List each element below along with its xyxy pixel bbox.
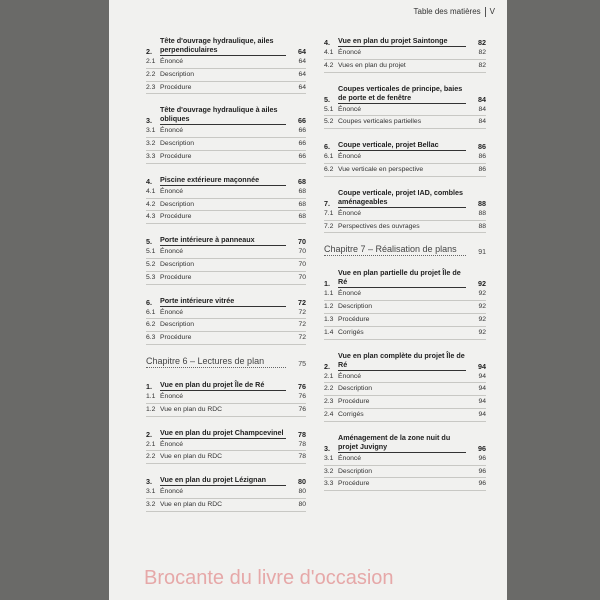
entry-title: Perspectives des ouvrages <box>338 222 420 230</box>
section-heading[interactable] <box>146 36 306 56</box>
toc-entry[interactable] <box>146 319 306 332</box>
entry-page-number: 72 <box>298 321 306 329</box>
entry-page-number: 64 <box>298 70 306 78</box>
section-page-number: 84 <box>478 94 486 104</box>
header-separator <box>485 7 486 17</box>
entry-page-number: 76 <box>298 405 306 413</box>
entry-title: Description <box>338 303 372 311</box>
toc-entry[interactable] <box>324 208 486 221</box>
section-title: Porte intérieure à panneaux <box>160 235 286 246</box>
entry-title: Énoncé <box>338 454 362 462</box>
entry-number: 6.3 <box>146 334 156 342</box>
entry-page-number: 96 <box>478 467 486 475</box>
entry-title: Description <box>160 260 194 268</box>
entry-page-number: 96 <box>478 454 486 462</box>
entry-title: Vue en plan du RDC <box>160 500 223 508</box>
entry-title: Procédure <box>338 315 370 323</box>
entry-number: 2.2 <box>146 70 156 78</box>
entry-title: Procédure <box>160 273 192 281</box>
toc-entry[interactable] <box>324 301 486 314</box>
entry-number: 5.3 <box>146 273 156 281</box>
entry-number: 3.3 <box>324 480 334 488</box>
toc-entry[interactable] <box>324 478 486 491</box>
entry-page-number: 96 <box>478 480 486 488</box>
toc-section <box>324 351 486 422</box>
entry-number: 7.2 <box>324 222 334 230</box>
toc-entry[interactable] <box>146 246 306 259</box>
entry-page-number: 92 <box>478 303 486 311</box>
entry-page-number: 68 <box>298 213 306 221</box>
entry-page-number: 94 <box>478 385 486 393</box>
toc-entry[interactable] <box>146 186 306 199</box>
entry-number: 4.2 <box>146 200 156 208</box>
section-page-number: 66 <box>298 116 306 126</box>
chapter-heading[interactable] <box>324 244 486 256</box>
toc-section <box>324 84 486 130</box>
entry-title: Coupes verticales partielles <box>338 118 422 126</box>
section-number: 3. <box>146 477 152 487</box>
section-heading[interactable] <box>146 380 306 391</box>
entry-number: 6.2 <box>146 321 156 329</box>
section-title: Aménagement de la zone nuit du projet Juvigny <box>338 433 466 453</box>
toc-entry[interactable] <box>146 199 306 212</box>
toc-entry[interactable] <box>146 138 306 151</box>
entry-number: 4.2 <box>324 61 334 69</box>
toc-entry[interactable] <box>324 453 486 466</box>
toc-entry[interactable] <box>324 371 486 384</box>
entry-title: Corrigés <box>338 410 364 418</box>
section-number: 2. <box>146 429 152 439</box>
section-page-number: 70 <box>298 237 306 247</box>
section-heading[interactable] <box>146 296 306 307</box>
section-number: 6. <box>146 297 152 307</box>
section-number: 1. <box>146 381 152 391</box>
entry-title: Description <box>338 385 372 393</box>
section-heading[interactable] <box>324 351 486 371</box>
chapter-title: Chapitre 7 – Réalisation de plans <box>324 244 466 256</box>
entry-title: Description <box>160 321 194 329</box>
entry-title: Description <box>160 140 194 148</box>
entry-page-number: 84 <box>478 105 486 113</box>
toc-entry[interactable] <box>146 272 306 285</box>
entry-title: Vue en plan du RDC <box>160 405 223 413</box>
toc-section <box>324 36 486 73</box>
entry-page-number: 78 <box>298 440 306 448</box>
entry-number: 3.2 <box>146 140 156 148</box>
entry-page-number: 82 <box>478 61 486 69</box>
entry-page-number: 86 <box>478 165 486 173</box>
toc-section <box>324 188 486 234</box>
entry-title: Corrigés <box>338 328 364 336</box>
entry-page-number: 80 <box>298 488 306 496</box>
toc-section <box>146 380 306 417</box>
entry-title: Vue verticale en perspective <box>338 165 424 173</box>
section-title: Piscine extérieure maçonnée <box>160 175 286 186</box>
toc-entry[interactable] <box>324 164 486 177</box>
entry-page-number: 70 <box>298 273 306 281</box>
entry-title: Énoncé <box>160 58 184 65</box>
entry-number: 3.2 <box>324 467 334 475</box>
entry-title: Procédure <box>160 152 192 160</box>
section-page-number: 88 <box>478 198 486 208</box>
toc-entry[interactable] <box>146 391 306 404</box>
entry-title: Procédure <box>338 398 370 406</box>
toc-entry[interactable] <box>324 383 486 396</box>
section-number: 4. <box>324 38 330 47</box>
entry-title: Description <box>338 467 372 475</box>
entry-number: 3.1 <box>146 127 156 135</box>
section-title: Vue en plan du projet Saintonge <box>338 36 466 47</box>
entry-page-number: 84 <box>478 118 486 126</box>
section-page-number: 80 <box>298 477 306 487</box>
section-number: 3. <box>324 443 330 453</box>
entry-title: Vue en plan du RDC <box>160 453 223 461</box>
toc-column-right <box>324 36 486 502</box>
entry-number: 5.2 <box>324 118 334 126</box>
entry-number: 5.1 <box>324 105 334 113</box>
toc-section <box>146 428 306 465</box>
toc-entry[interactable] <box>324 47 486 60</box>
entry-title: Énoncé <box>160 248 184 256</box>
toc-entry[interactable] <box>146 499 306 512</box>
toc-section <box>324 268 486 339</box>
section-number: 2. <box>324 361 330 371</box>
header-page-number: V <box>489 7 495 17</box>
entry-page-number: 66 <box>298 127 306 135</box>
entry-page-number: 64 <box>298 58 306 65</box>
section-title: Porte intérieure vitrée <box>160 296 286 307</box>
entry-number: 2.3 <box>146 83 156 91</box>
toc-entry[interactable] <box>324 314 486 327</box>
toc-entry[interactable] <box>146 439 306 452</box>
entry-page-number: 92 <box>478 315 486 323</box>
toc-section <box>146 105 306 163</box>
entry-page-number: 64 <box>298 83 306 91</box>
section-title: Vue en plan du projet Champcevinel <box>160 428 286 439</box>
toc-section <box>146 36 306 94</box>
toc-entry[interactable] <box>146 82 306 95</box>
section-page-number: 78 <box>298 429 306 439</box>
section-title: Coupes verticales de principe, baies de porte et de fenêtre <box>338 84 466 104</box>
section-heading[interactable] <box>146 175 306 186</box>
toc-section <box>324 140 486 177</box>
toc-section <box>146 235 306 284</box>
entry-number: 2.3 <box>324 398 334 406</box>
section-page-number: 72 <box>298 297 306 307</box>
entry-page-number: 72 <box>298 334 306 342</box>
entry-number: 1.1 <box>146 392 156 400</box>
section-page-number: 86 <box>478 142 486 152</box>
entry-page-number: 88 <box>478 209 486 217</box>
section-heading[interactable] <box>324 268 486 288</box>
section-heading[interactable] <box>324 36 486 47</box>
entry-title: Énoncé <box>160 488 184 496</box>
section-title: Vue en plan complète du projet Île de Ré <box>338 350 465 369</box>
entry-number: 6.1 <box>324 153 334 161</box>
entry-number: 3.2 <box>146 500 156 508</box>
running-header <box>414 7 496 17</box>
section-heading[interactable] <box>324 140 486 151</box>
toc-entry[interactable] <box>324 409 486 422</box>
entry-page-number: 66 <box>298 140 306 148</box>
entry-page-number: 72 <box>298 308 306 316</box>
entry-title: Énoncé <box>160 187 184 195</box>
entry-title: Énoncé <box>338 290 362 298</box>
entry-number: 1.3 <box>324 315 334 323</box>
section-title: Vue en plan du projet Île de Ré <box>160 380 286 391</box>
section-title: Vue en plan du projet Lézignan <box>160 475 286 486</box>
entry-page-number: 78 <box>298 453 306 461</box>
section-page-number: 82 <box>478 38 486 47</box>
entry-number: 1.2 <box>324 303 334 311</box>
section-heading[interactable] <box>146 235 306 246</box>
entry-title: Énoncé <box>338 209 362 217</box>
entry-title: Procédure <box>338 480 370 488</box>
toc-entry[interactable] <box>146 332 306 345</box>
section-title: Coupe verticale, projet IAD, combles aménageables <box>338 188 466 208</box>
entry-page-number: 68 <box>298 187 306 195</box>
toc-entry[interactable] <box>146 486 306 499</box>
section-heading[interactable] <box>146 475 306 486</box>
section-number: 3. <box>146 116 152 126</box>
entry-number: 2.2 <box>146 453 156 461</box>
entry-page-number: 82 <box>478 49 486 56</box>
entry-number: 4.1 <box>146 187 156 195</box>
watermark-text: Brocante du livre d'occasion <box>144 567 394 589</box>
entry-page-number: 70 <box>298 248 306 256</box>
section-heading[interactable] <box>324 188 486 208</box>
entry-number: 2.1 <box>324 372 334 380</box>
section-page-number: 64 <box>298 47 306 56</box>
entry-title: Procédure <box>160 83 192 91</box>
section-number: 4. <box>146 176 152 186</box>
entry-title: Procédure <box>160 213 192 221</box>
toc-entry[interactable] <box>324 151 486 164</box>
entry-number: 7.1 <box>324 209 334 217</box>
toc-entry[interactable] <box>146 451 306 464</box>
entry-number: 5.2 <box>146 260 156 268</box>
toc-section <box>146 296 306 345</box>
section-page-number: 76 <box>298 381 306 391</box>
section-number: 7. <box>324 198 330 208</box>
entry-number: 2.4 <box>324 410 334 418</box>
entry-number: 6.2 <box>324 165 334 173</box>
entry-page-number: 92 <box>478 328 486 336</box>
entry-page-number: 88 <box>478 222 486 230</box>
header-title: Table des matières <box>413 7 481 17</box>
entry-title: Énoncé <box>338 153 362 161</box>
section-page-number: 68 <box>298 176 306 186</box>
toc-entry[interactable] <box>146 307 306 320</box>
chapter-page-number: 91 <box>478 249 486 257</box>
entry-page-number: 76 <box>298 392 306 400</box>
section-number: 6. <box>324 142 330 152</box>
section-page-number: 92 <box>478 279 486 289</box>
entry-page-number: 68 <box>298 200 306 208</box>
section-title: Vue en plan partielle du projet Île de Ré <box>338 268 466 288</box>
entry-number: 2.1 <box>146 440 156 448</box>
section-heading[interactable] <box>324 84 486 104</box>
toc-entry[interactable] <box>324 60 486 73</box>
entry-title: Énoncé <box>160 127 184 135</box>
section-page-number: 94 <box>478 361 486 371</box>
section-number: 1. <box>324 279 330 289</box>
entry-title: Description <box>160 200 194 208</box>
section-title: Tête d'ouvrage hydraulique à ailes obliques <box>160 105 286 125</box>
entry-page-number: 94 <box>478 398 486 406</box>
chapter-title: Chapitre 6 – Lectures de plan <box>146 356 286 368</box>
section-title: Coupe verticale, projet Bellac <box>338 140 466 151</box>
entry-number: 2.2 <box>324 385 334 393</box>
entry-page-number: 66 <box>298 152 306 160</box>
chapter-page-number: 75 <box>298 360 306 368</box>
chapter-heading[interactable] <box>146 356 306 368</box>
section-heading[interactable] <box>146 428 306 439</box>
toc-entry[interactable] <box>324 396 486 409</box>
toc-entry[interactable] <box>324 221 486 234</box>
entry-number: 1.2 <box>146 405 156 413</box>
entry-page-number: 94 <box>478 410 486 418</box>
toc-entry[interactable] <box>146 56 306 69</box>
toc-entry[interactable] <box>146 211 306 224</box>
entry-number: 4.1 <box>324 49 334 56</box>
toc-entry[interactable] <box>324 327 486 340</box>
toc-section <box>324 433 486 491</box>
toc-entry[interactable] <box>146 69 306 82</box>
entry-title: Description <box>160 70 194 78</box>
toc-section <box>146 175 306 224</box>
entry-title: Énoncé <box>338 372 362 380</box>
entry-number: 5.1 <box>146 248 156 256</box>
section-heading[interactable] <box>324 433 486 453</box>
entry-number: 3.1 <box>146 488 156 496</box>
entry-page-number: 80 <box>298 500 306 508</box>
entry-page-number: 94 <box>478 372 486 380</box>
section-number: 5. <box>324 94 330 104</box>
entry-title: Énoncé <box>338 49 362 56</box>
toc-section <box>146 475 306 512</box>
entry-number: 2.1 <box>146 58 156 65</box>
toc-entry[interactable] <box>324 288 486 301</box>
entry-number: 1.1 <box>324 290 334 298</box>
entry-number: 6.1 <box>146 308 156 316</box>
section-title: Tête d'ouvrage hydraulique, ailes perpendiculaires <box>160 36 286 56</box>
entry-title: Vues en plan du projet <box>338 61 406 69</box>
entry-title: Procédure <box>160 334 192 342</box>
section-number: 2. <box>146 47 152 56</box>
toc-entry[interactable] <box>146 404 306 417</box>
section-heading[interactable] <box>146 105 306 125</box>
entry-number: 3.1 <box>324 454 334 462</box>
entry-page-number: 86 <box>478 153 486 161</box>
entry-title: Énoncé <box>160 440 184 448</box>
entry-page-number: 92 <box>478 290 486 298</box>
section-page-number: 96 <box>478 443 486 453</box>
entry-title: Énoncé <box>160 308 184 316</box>
entry-title: Énoncé <box>160 392 184 400</box>
entry-title: Énoncé <box>338 105 362 113</box>
toc-entry[interactable] <box>146 259 306 272</box>
section-number: 5. <box>146 237 152 247</box>
toc-entry[interactable] <box>324 116 486 129</box>
toc-entry[interactable] <box>324 104 486 117</box>
toc-entry[interactable] <box>146 125 306 138</box>
toc-column-left <box>146 36 306 523</box>
entry-page-number: 70 <box>298 260 306 268</box>
toc-entry[interactable] <box>146 151 306 164</box>
entry-number: 4.3 <box>146 213 156 221</box>
entry-number: 3.3 <box>146 152 156 160</box>
toc-entry[interactable] <box>324 466 486 479</box>
entry-number: 1.4 <box>324 328 334 336</box>
